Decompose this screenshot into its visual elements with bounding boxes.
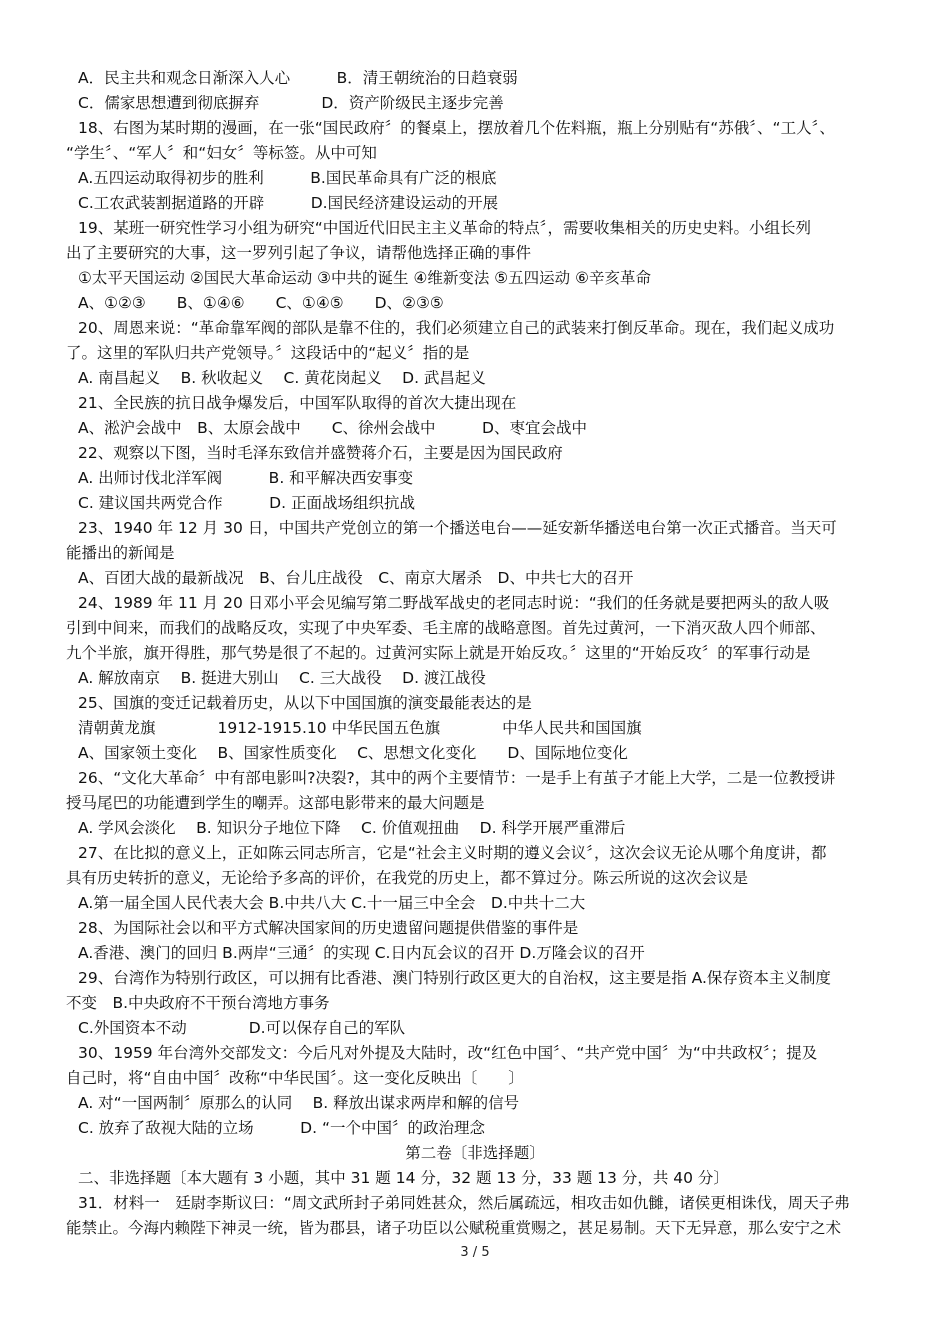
text-line: A、淞沪会战中 B、太原会战中 C、徐州会战中 D、枣宜会战中 [78, 419, 587, 437]
text-line: A、国家领土变化 B、国家性质变化 C、思想文化变化 D、国际地位变化 [78, 744, 628, 762]
text-line: 18、右图为某时期的漫画，在一张“国民政府〞的餐桌上，摆放着几个佐料瓶，瓶上分别贴有“苏俄〞、“工人〞、 [78, 119, 835, 137]
text-line: 21、全民族的抗日战争爆发后，中国军队取得的首次大捷出现在 [78, 394, 517, 412]
text-line: 23、1940 年 12 月 30 日，中国共产党创立的第一个播送电台——延安新华播送电台第一次正式播音。当天可 [78, 519, 837, 537]
text-line: A. 学风会淡化 B. 知识分子地位下降 C. 价值观扭曲 D. 科学开展严重滞后 [78, 819, 626, 837]
text-line: 30、1959 年台湾外交部发文：今后凡对外提及大陆时，改“红色中国〞、“共产党中国〞为“中共政权〞；提及 [78, 1044, 818, 1062]
text-line: “学生〞、“军人〞和“妇女〞等标签。从中可知 [66, 144, 377, 162]
text-line: 出了主要研究的大事，这一罗列引起了争议，请帮他选择正确的事件 [66, 244, 532, 262]
text-line: 24、1989 年 11 月 20 日邓小平会见编写第二野战军战史的老同志时说：“我们的任务就是要把两头的敌人吸 [78, 594, 830, 612]
text-line: 引到中间来，而我们的战略反攻，实现了中央军委、毛主席的战略意图。首先过黄河，一下消灭敌人四个师部、 [66, 619, 826, 637]
text-line: C. 建议国共两党合作 D. 正面战场组织抗战 [78, 494, 415, 512]
text-line: 不变 B.中央政府不干预台湾地方事务 [66, 994, 330, 1012]
text-line: C.工农武装割据道路的开辟 D.国民经济建设运动的开展 [78, 194, 499, 212]
text-line: 27、在比拟的意义上，正如陈云同志所言，它是“社会主义时期的遵义会议〞，这次会议无论从哪个角度讲，都 [78, 844, 827, 862]
text-line: A、百团大战的最新战况 B、台儿庄战役 C、南京大屠杀 D、中共七大的召开 [78, 569, 634, 587]
text-line: A. 对“一国两制〞原那么的认同 B. 释放出谋求两岸和解的信号 [78, 1094, 520, 1112]
text-line: 九个半旅，旗开得胜，那气势是很了不起的。过黄河实际上就是开始反攻。〞这里的“开始反攻〞的军事行动是 [66, 644, 811, 662]
text-line: 二、非选择题〔本大题有 3 小题，其中 31 题 14 分，32 题 13 分，33 题 13 分，共 40 分〕 [78, 1169, 729, 1187]
text-line: 授马尾巴的功能遭到学生的嘲弄。这部电影带来的最大问题是 [66, 794, 485, 812]
text-line: C．儒家思想遭到彻底摒弃 D．资产阶级民主逐步完善 [78, 94, 504, 112]
text-line: 自己时，将“自由中国〞改称“中华民国〞。这一变化反映出〔 〕 [66, 1069, 524, 1087]
text-line: A. 南昌起义 B. 秋收起义 C. 黄花岗起义 D. 武昌起义 [78, 369, 486, 387]
text-line: C.外国资本不动 D.可以保存自己的军队 [78, 1019, 406, 1037]
text-line: 了。这里的军队归共产党领导。〞这段话中的“起义〞指的是 [66, 344, 470, 362]
text-line: 31．材料一 廷尉李斯议曰：“周文武所封子弟同姓甚众，然后属疏远，相攻击如仇雠，诸侯更相诛伐，周天子弗 [78, 1194, 850, 1212]
text-line: A. 出师讨伐北洋军阀 B. 和平解决西安事变 [78, 469, 414, 487]
text-line: A．民主共和观念日渐深入人心 B．清王朝统治的日趋衰弱 [78, 69, 518, 87]
text-line: 19、某班一研究性学习小组为研究“中国近代旧民主主义革命的特点〞，需要收集相关的历史史料。小组长列 [78, 219, 812, 237]
text-line: 具有历史转折的意义，无论给予多高的评价，在我党的历史上，都不算过分。陈云所说的这次会议是 [66, 869, 749, 887]
text-line: ①太平天国运动 ②国民大革命运动 ③中共的诞生 ④维新变法 ⑤五四运动 ⑥辛亥革命 [78, 269, 652, 287]
text-line: A、①②③ B、①④⑥ C、①④⑤ D、②③⑤ [78, 294, 444, 312]
text-line: 29、台湾作为特别行政区，可以拥有比香港、澳门特别行政区更大的自治权，这主要是指 A.保存资本主义制度 [78, 969, 831, 987]
text-line: 26、“文化大革命〞中有部电影叫?决裂?，其中的两个主要情节：一是手上有茧子才能上大学，二是一位教授讲 [78, 769, 836, 787]
text-line: A.香港、澳门的回归 B.两岸“三通〞的实现 C.日内瓦会议的召开 D.万隆会议的召开 [78, 944, 645, 962]
text-line: A.五四运动取得初步的胜利 B.国民革命具有广泛的根底 [78, 169, 497, 187]
text-line: 28、为国际社会以和平方式解决国家间的历史遗留问题提供借鉴的事件是 [78, 919, 579, 937]
text-line: 能禁止。今海内赖陛下神灵一统，皆为郡县，诸子功臣以公赋税重赏赐之，甚足易制。天下无异意，那么安宁之术 [66, 1219, 842, 1237]
text-line: A.第一届全国人民代表大会 B.中共八大 C.十一届三中全会 D.中共十二大 [78, 894, 586, 912]
text-line: 第二卷〔非选择题〕 [405, 1144, 545, 1162]
text-line: 能播出的新闻是 [66, 544, 175, 562]
text-line: C. 放弃了敌视大陆的立场 D. “一个中国〞的政治理念 [78, 1119, 485, 1137]
text-line: 22、观察以下图，当时毛泽东致信并盛赞蒋介石，主要是因为国民政府 [78, 444, 563, 462]
text-line: 20、周恩来说：“革命靠军阀的部队是靠不住的，我们必须建立自己的武装来打倒反革命。现在，我们起义成功 [78, 319, 835, 337]
document-body [0, 66, 950, 1241]
text-line: 清朝黄龙旗 1912-1915.10 中华民国五色旗 中华人民共和国国旗 [78, 719, 642, 737]
text-line: 25、国旗的变迁记载着历史，从以下中国国旗的演变最能表达的是 [78, 694, 532, 712]
page-number: 3 / 5 [460, 1245, 490, 1260]
text-line: A. 解放南京 B. 挺进大别山 C. 三大战役 D. 渡江战役 [78, 669, 486, 687]
